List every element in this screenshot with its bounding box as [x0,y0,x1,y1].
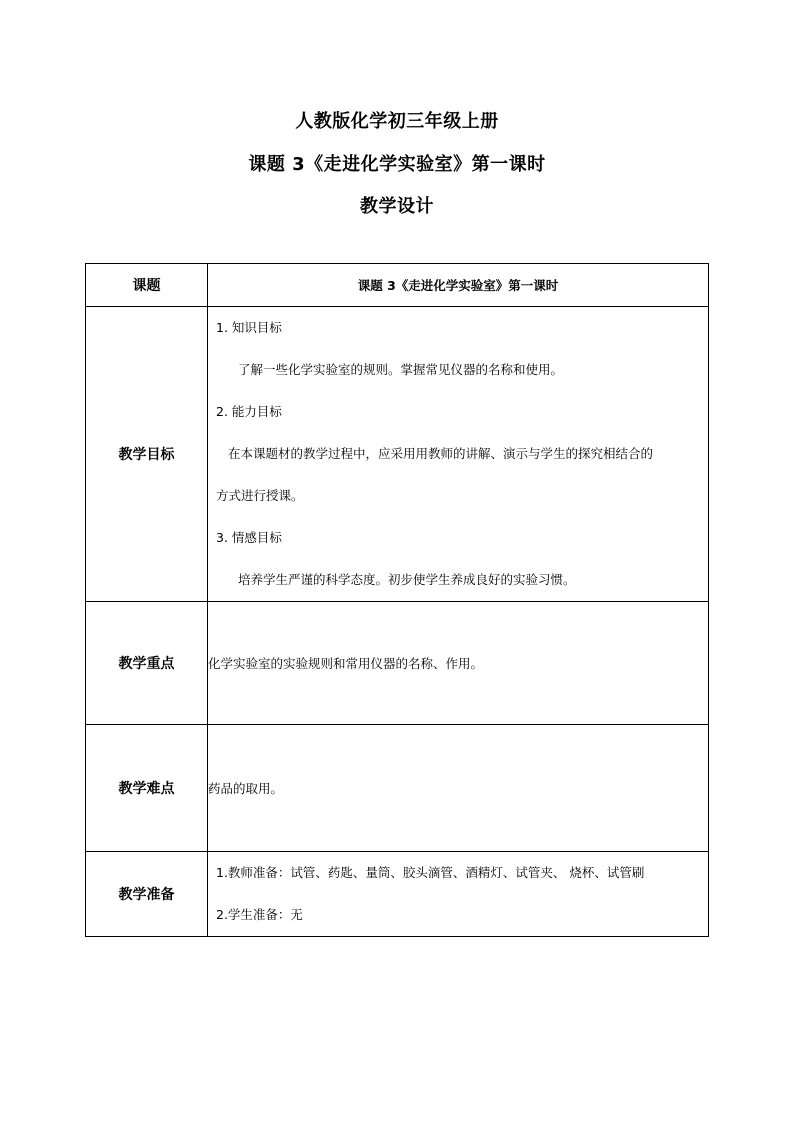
teacher-preparation: 1.教师准备：试管、药匙、量筒、胶头滴管、酒精灯、试管夹、 烧杯、试管刷 [216,865,645,880]
emotion-goal-title: 3. 情感目标 [216,530,282,545]
ability-goal-text-line-2: 方式进行授课。 [216,488,304,503]
document-title-line-2: 课题 3《走进化学实验室》第一课时 [248,154,546,175]
key-points-text: 化学实验室的实验规则和常用仪器的名称、作用。 [208,602,709,725]
goals-label: 教学目标 [86,307,208,602]
teaching-design-table [85,263,709,937]
document-title-line-1: 人教版化学初三年级上册 [295,111,499,132]
table-row-difficulties [86,725,709,852]
goals-content [208,307,709,602]
key-points-label: 教学重点 [86,602,208,725]
table-row-key-points [86,602,709,725]
ability-goal-title: 2. 能力目标 [216,404,282,419]
knowledge-goal-text: 了解一些化学实验室的规则。掌握常见仪器的名称和使用。 [238,362,564,377]
topic-label: 课题 [86,264,208,307]
preparation-label: 教学准备 [86,852,208,937]
ability-goal-text-line-1: 在本课题材的教学过程中，应采用用教师的讲解、演示与学生的探究相结合的 [228,446,654,461]
difficulties-label: 教学难点 [86,725,208,852]
document-title-line-3: 教学设计 [360,196,434,217]
table-row-topic [86,264,709,307]
difficulties-text: 药品的取用。 [208,725,709,852]
emotion-goal-text: 培养学生严谨的科学态度。初步使学生养成良好的实验习惯。 [238,572,576,587]
table-row-preparation [86,852,709,937]
student-preparation: 2.学生准备：无 [216,907,303,922]
topic-value: 课题 3《走进化学实验室》第一课时 [208,264,709,307]
preparation-content [208,852,709,937]
table-row-goals [86,307,709,602]
knowledge-goal-title: 1. 知识目标 [216,320,282,335]
